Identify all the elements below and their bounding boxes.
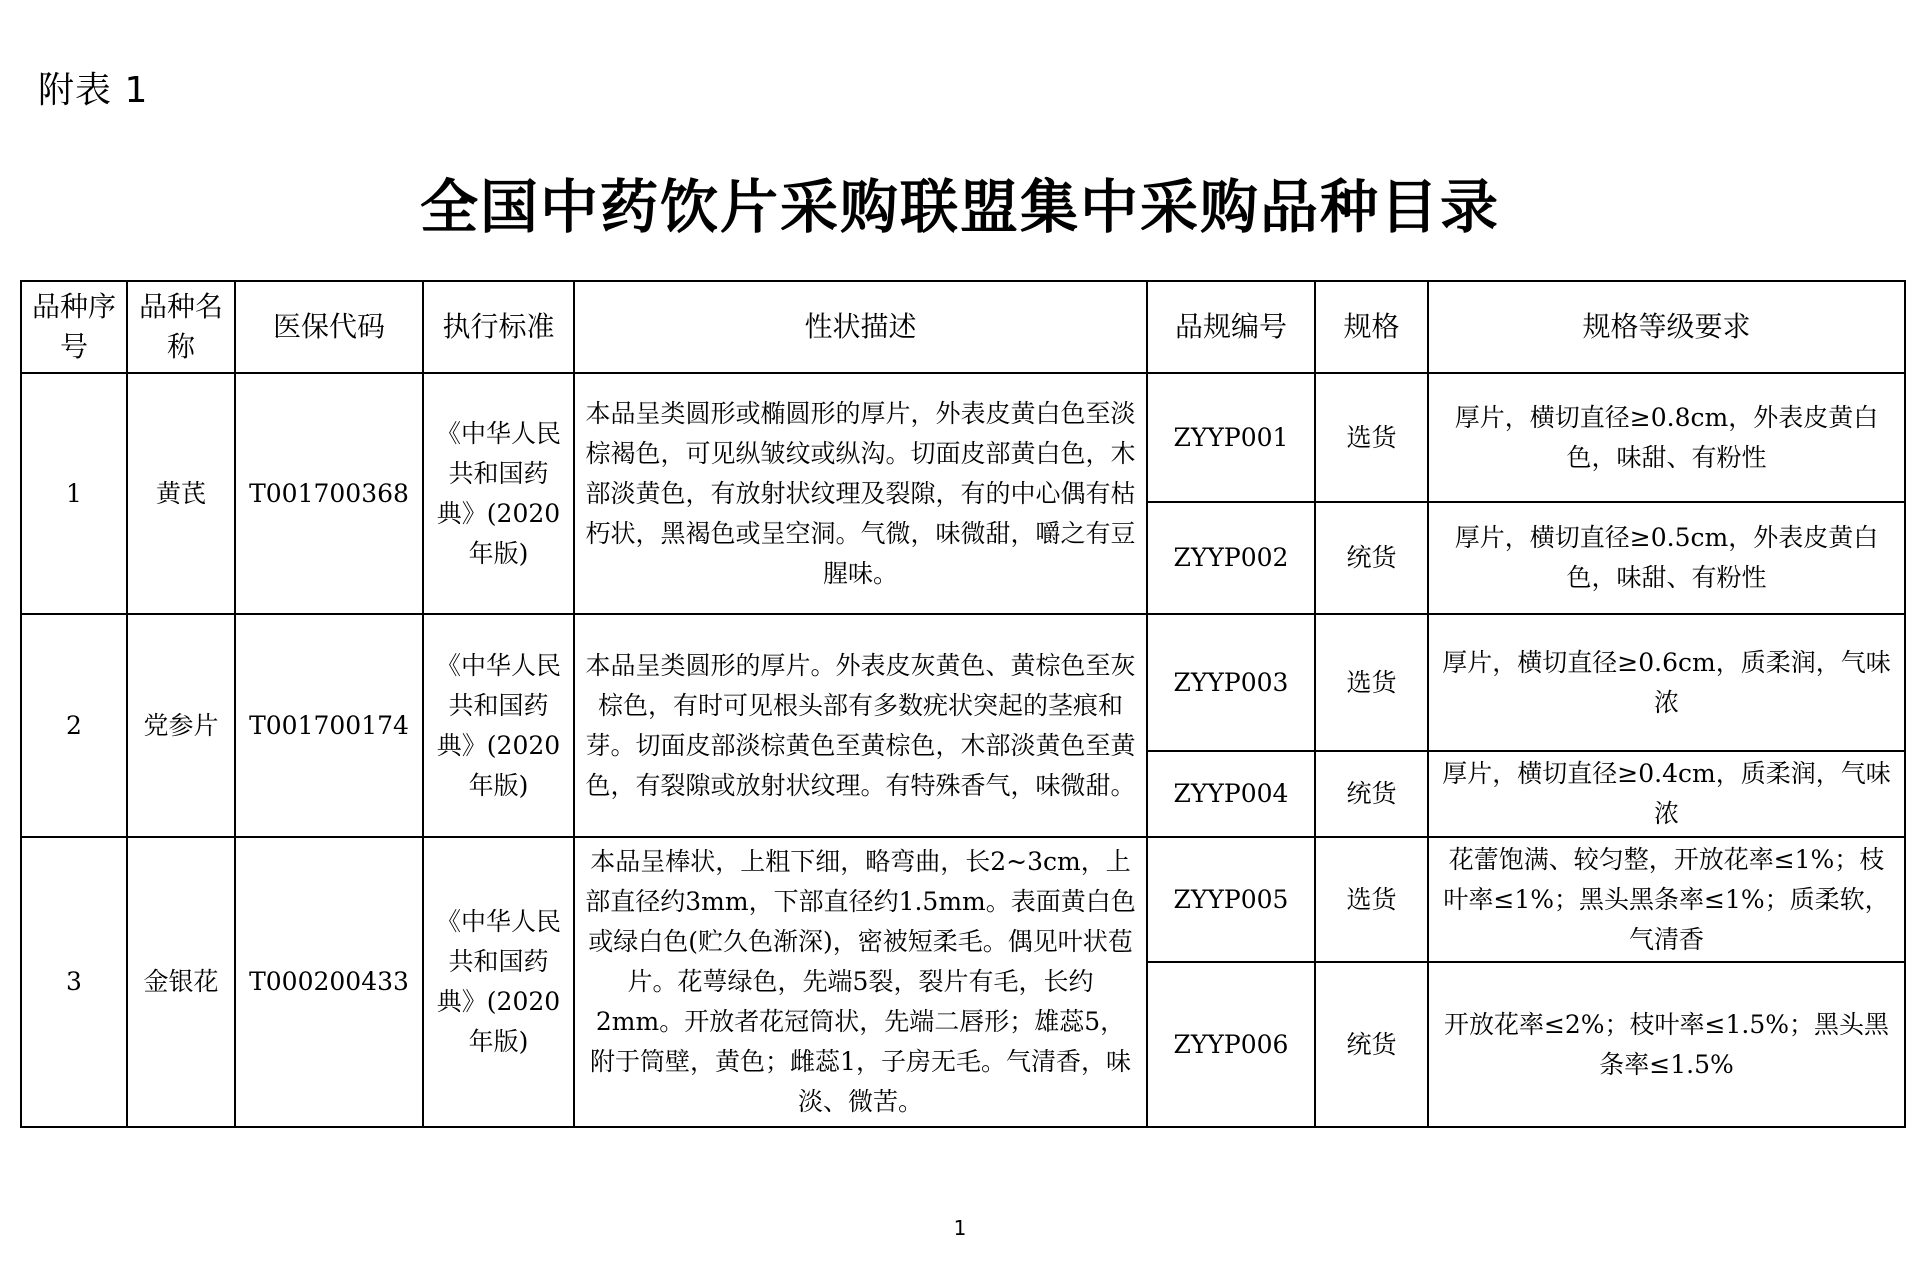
catalog-table [20,280,1906,1128]
spec-requirement: 厚片，横切直径≥0.8cm，外表皮黄白色，味甜、有粉性 [1428,373,1905,502]
item-description: 本品呈棒状，上粗下细，略弯曲，长2~3cm，上部直径约3mm，下部直径约1.5mm。表面黄白色或绿白色(贮久色渐深)，密被短柔毛。偶见叶状苞片。花萼绿色，先端5裂，裂片有毛，长约2mm。开放者花冠筒状，先端二唇形；雄蕊5，附于筒壁，黄色；雌蕊1，子房无毛。气清香，味淡、微苦。 [574,837,1147,1127]
item-seq: 1 [21,373,127,614]
col-header-code: 医保代码 [235,281,423,373]
item-name: 黄芪 [127,373,235,614]
spec-number: ZYYP005 [1147,837,1315,962]
spec-number: ZYYP003 [1147,614,1315,751]
item-code: T000200433 [235,837,423,1127]
attachment-label: 附表 1 [38,70,149,111]
col-header-standard: 执行标准 [423,281,574,373]
item-seq: 2 [21,614,127,837]
spec-grade: 统货 [1315,751,1428,837]
item-standard: 《中华人民共和国药典》(2020年版) [423,837,574,1127]
col-header-name: 品种名称 [127,281,235,373]
item-code: T001700368 [235,373,423,614]
spec-requirement: 厚片，横切直径≥0.4cm，质柔润，气味浓 [1428,751,1905,837]
item-name: 党参片 [127,614,235,837]
item-description: 本品呈类圆形或椭圆形的厚片，外表皮黄白色至淡棕褐色，可见纵皱纹或纵沟。切面皮部黄白色，木部淡黄色，有放射状纹理及裂隙，有的中心偶有枯朽状，黑褐色或呈空洞。气微，味微甜，嚼之有豆腥味。 [574,373,1147,614]
col-header-requirement: 规格等级要求 [1428,281,1905,373]
table-row [21,373,1905,502]
spec-grade: 统货 [1315,502,1428,614]
spec-number: ZYYP001 [1147,373,1315,502]
table-row [21,837,1905,962]
item-standard: 《中华人民共和国药典》(2020年版) [423,614,574,837]
spec-requirement: 花蕾饱满、较匀整，开放花率≤1%；枝叶率≤1%；黑头黑条率≤1%；质柔软，气清香 [1428,837,1905,962]
spec-grade: 选货 [1315,837,1428,962]
page-number: 1 [953,1216,967,1240]
col-header-grade: 规格 [1315,281,1428,373]
spec-grade: 选货 [1315,614,1428,751]
table-header-row [21,281,1905,373]
spec-grade: 统货 [1315,962,1428,1127]
spec-requirement: 厚片，横切直径≥0.5cm，外表皮黄白色，味甜、有粉性 [1428,502,1905,614]
spec-requirement: 开放花率≤2%；枝叶率≤1.5%；黑头黑条率≤1.5% [1428,962,1905,1127]
item-seq: 3 [21,837,127,1127]
table-row [21,614,1905,751]
spec-number: ZYYP004 [1147,751,1315,837]
col-header-seq: 品种序号 [21,281,127,373]
spec-grade: 选货 [1315,373,1428,502]
page-title: 全国中药饮片采购联盟集中采购品种目录 [419,173,1500,241]
spec-requirement: 厚片，横切直径≥0.6cm，质柔润，气味浓 [1428,614,1905,751]
item-description: 本品呈类圆形的厚片。外表皮灰黄色、黄棕色至灰棕色，有时可见根头部有多数疣状突起的茎痕和芽。切面皮部淡棕黄色至黄棕色，木部淡黄色至黄色，有裂隙或放射状纹理。有特殊香气，味微甜。 [574,614,1147,837]
spec-number: ZYYP006 [1147,962,1315,1127]
item-name: 金银花 [127,837,235,1127]
item-code: T001700174 [235,614,423,837]
item-standard: 《中华人民共和国药典》(2020年版) [423,373,574,614]
col-header-spec-no: 品规编号 [1147,281,1315,373]
spec-number: ZYYP002 [1147,502,1315,614]
col-header-description: 性状描述 [574,281,1147,373]
